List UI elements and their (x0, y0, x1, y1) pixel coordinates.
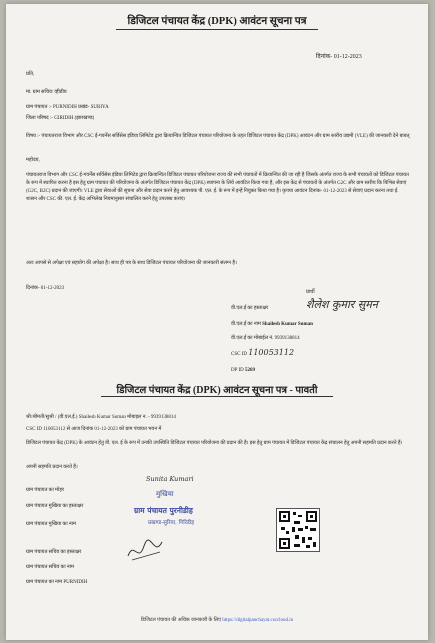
gram-panchayat-line: ग्राम पंचायत :- PURNIDIH प्रखंड- SURIYA (26, 105, 109, 110)
head-name-label: ग्राम पंचायत मुखिया का नाम (26, 522, 76, 527)
gp-name-label: ग्राम पंचायत का नाम (26, 580, 63, 585)
receipt-line4: अपनी सहमति प्रदान करते हैं। (26, 465, 78, 470)
vle-mobile-label: वी.एल.ई का मोबाईल नं. (231, 336, 274, 341)
receipt-title: डिजिटल पंचायत केंद्र (DPK) आवंटन सूचना पत्र - पावती (116, 385, 318, 396)
handwritten-name: Sunita Kumari (146, 475, 194, 483)
gp-name-value: PURNIDIH (63, 580, 88, 585)
sachiv-sign-label: ग्राम पंचायत सचिव का हस्ताक्षर (26, 550, 82, 555)
salutation: महोदय, (26, 158, 40, 163)
sign-date-value: 01-12-2023 (40, 286, 65, 291)
csc-id-value: 110053112 (248, 348, 295, 357)
title-underline (116, 29, 318, 30)
footer-link[interactable]: https://digitalpanchayat.csccloud.in (222, 618, 294, 623)
sign-date-row (26, 286, 64, 292)
gp-name-row (26, 580, 87, 586)
csc-id-row (231, 350, 294, 358)
qr-code-icon (276, 508, 320, 552)
document-page (6, 4, 428, 640)
to-label: प्रति, (26, 72, 35, 77)
body-paragraph: पंचायतराज विभाग और CSC ई-गवर्नेंस सर्विसेस इंडिया लिमिटेड द्वारा क्रियान्वित डिजिटल पंचायत परियोजना राज्य की सभी पंचायतों में क्रियान्वित की जा रही है जिसके अंतर्गत राज्य के सभी पंचायतों को डिजिटल पंचायत के रूप में स्थापित करना है इस हेतु ग्राम पंचायत की परियोजना के अंतर्गत डिजिटल पंचायत केंद्र (DPK) स्थापना के लिये आवंटित किया गया है, और इस केंद्र से पंचायतों के अंतर्गत G2C और ग्राम स्तरीय कि विभिन्न सेवाएं (G2C, B2C) प्रदान की जाएगी। VLE द्वारा सेवाओं की सूचना और सेवा प्रदान करने हेतु आवश्यक पी. एल. ई. के रूप में इन्हें नियुक्त किया गया है। कृपया आवंटन दिनांक- 01-12-2023 से सेवाएं प्रदान करना तथा ई. शासन और CSC की. एल. ई. केंद्र अभिलेख नियमानुसार संचालित करने हेतु उपलब्ध कराएं। (26, 173, 409, 202)
vle-signature: शैलेश कुमार सुमन (306, 298, 378, 311)
district-line: जिला परिषद :- GIRIDIH (झारखण्ड) (26, 116, 95, 121)
date-label: दिनांक- (316, 54, 333, 60)
sachiv-name-label: ग्राम पंचायत सचिव का नाम (26, 565, 74, 570)
date-value: 01-12-2023 (333, 54, 362, 60)
recipient-name: मा. ग्राम सचिव/ व्हीडीय (26, 90, 67, 95)
gp-seal-label: ग्राम पंचायत का मोहर (26, 488, 65, 493)
head-sign-label: ग्राम पंचायत मुखिया का हस्ताक्षर (26, 504, 84, 509)
stamp-line-2: ग्राम पंचायत पुरनीडीह (134, 506, 193, 515)
notice-title: डिजिटल पंचायत केंद्र (DPK) आवंटन सूचना पत्र (127, 16, 307, 27)
subject: विषय :- पंचायतराज विभाग और CSC ई-गवर्नेंस सर्विसेस इंडिया लिमिटेड द्वारा क्रियान्वित डिजिटल पंचायत परियोजना के तहत डिजिटल पंचायत केंद्र (DPK) आवंटन और ग्राम स्तरीय उद्यमी (VLE) की जानकारी देने बाबत् (26, 134, 410, 139)
applicant-label: प्रार्थी (306, 290, 315, 295)
footer (6, 617, 428, 623)
date-row (316, 54, 362, 61)
vle-mobile-row (231, 336, 300, 342)
dp-id-value: 5269 (244, 368, 255, 373)
footer-text: डिजिटल पंचायत की अधिक जानकारी के लिए (140, 618, 222, 623)
vle-name-row (231, 322, 313, 328)
csc-id-label: CSC ID (231, 352, 247, 357)
head-signature-icon (124, 536, 168, 566)
request-paragraph: अतः आपसे से अपेक्षा एवं सहयोग की अपेक्षा है। साथ ही पत्र के साथ डिजिटल पंचायत परियोजना की जानकारी संलग्न है। (26, 261, 237, 266)
receipt-title-underline (101, 396, 333, 397)
stamp-line-1: मुखिया (156, 490, 174, 498)
receipt-line3: डिजिटल पंचायत केंद्र (DPK) के आवंटन हेतु वी. एल. ई के रूप में उनकी उपस्थिति डिजिटल पंचायत परियोजना की प्रदान की है। इस हेतु ग्राम पंचायत में डिजिटल पंचायत केंद्र संचालन हेतु अपनी सहमति प्रदान करते हैं। (26, 441, 403, 446)
sign-date-label: दिनांक- (26, 286, 40, 291)
receipt-line2: CSC ID 110053112 से आज दिनांक 01-12-2023 को ग्राम पंचायत भवन में (26, 427, 162, 432)
receipt-line1: श्री/श्रीमती/सुश्री / (वी.एल.ई.) Shailesh Kumar Suman मोबाइल न. - 9939138814 (26, 415, 176, 420)
vle-name-label: वी.एल.ई का नाम (231, 322, 261, 327)
stamp-line-3: प्रखण्ड-सुरिया, गिरिडीह (148, 520, 195, 526)
dp-id-row (231, 368, 255, 374)
dp-id-label: DP ID (231, 368, 244, 373)
vle-name: Shailesh Kumar Suman (262, 322, 313, 327)
vle-sign-label: वी.एल.ई का हस्ताक्षर (231, 306, 269, 311)
vle-mobile: 9939138814 (274, 336, 300, 341)
